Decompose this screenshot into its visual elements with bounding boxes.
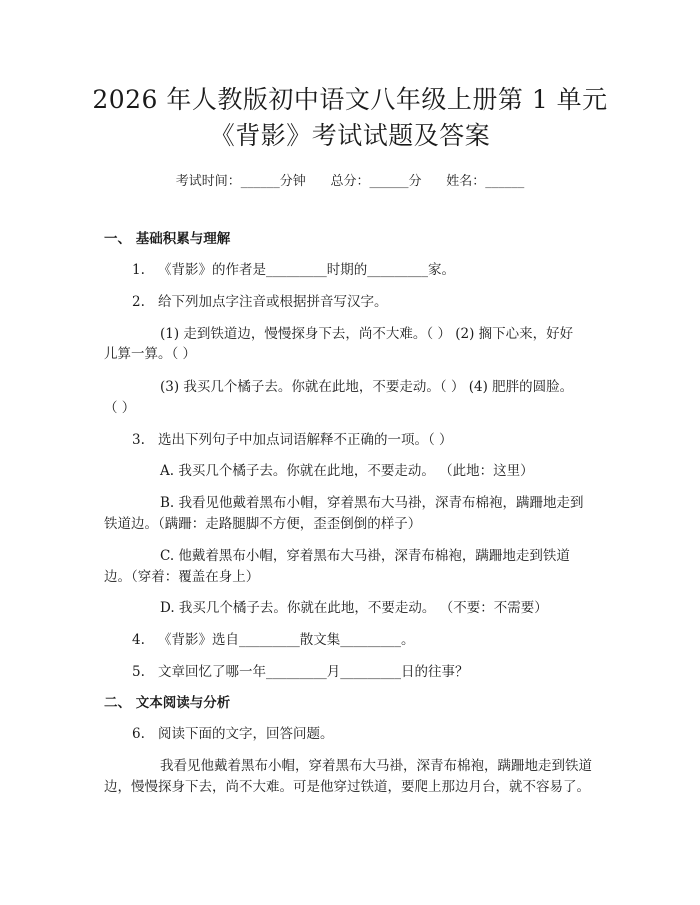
question-3 [132, 430, 453, 450]
question-2-items-1-2-cont: 儿算一算。（ ） [104, 346, 197, 362]
question-3-option-a: A. 我买几个橘子去。你就在此地，不要走动。 （此地：这里） [160, 463, 534, 479]
exam-title-line1: 2026 年人教版初中语文八年级上册第 1 单元 [92, 85, 608, 114]
question-3-option-d: D. 我买几个橘子去。你就在此地，不要走动。 （不要：不需要） [160, 600, 548, 616]
question-2-items-3-4: (3) 我买几个橘子去。你就在此地，不要走动。（ ） (4) 肥胖的圆脸。 [160, 379, 574, 395]
question-5 [132, 662, 469, 682]
question-6-passage-cont: 边，慢慢探身下去，尚不大难。可是他穿过铁道，要爬上那边月台，就不容易了。 [104, 779, 590, 795]
exam-title-line2: 《背影》考试试题及答案 [209, 121, 491, 150]
question-2-items-1-2: (1) 走到铁道边，慢慢探身下去，尚不大难。（ ） (2) 搁下心来，好好 [160, 326, 574, 342]
question-text: 文章回忆了哪一年_________月_________日的往事？ [158, 664, 469, 680]
question-3-option-b: B. 我看见他戴着黑布小帽，穿着黑布大马褂，深青布棉袍，蹒跚地走到 [160, 495, 584, 511]
exam-meta-info: 考试时间：______分钟 总分：______分 姓名：______ [175, 174, 525, 189]
question-text: 《背影》选自_________散文集_________。 [158, 632, 415, 648]
question-number: 5. [132, 664, 145, 680]
question-number: 2. [132, 294, 145, 310]
question-6-passage: 我看见他戴着黑布小帽，穿着黑布大马褂，深青布棉袍，蹒跚地走到铁道 [160, 758, 592, 774]
question-1 [132, 260, 455, 280]
question-text: 阅读下面的文字，回答问题。 [158, 726, 334, 742]
question-number: 6. [132, 726, 145, 742]
question-4 [132, 630, 415, 650]
question-3-option-c: C. 他戴着黑布小帽，穿着黑布大马褂，深青布棉袍，蹒跚地走到铁道 [160, 548, 570, 564]
question-number: 4. [132, 632, 145, 648]
question-text: 《背影》的作者是_________时期的_________家。 [158, 262, 455, 278]
question-3-option-c-cont: 边。（穿着：覆盖在身上） [104, 569, 260, 585]
question-number: 3. [132, 432, 145, 448]
question-text: 给下列加点字注音或根据拼音写汉字。 [158, 294, 388, 310]
question-text: 选出下列句子中加点词语解释不正确的一项。（ ） [158, 432, 453, 448]
question-2 [132, 292, 388, 312]
section-2-heading: 二、 文本阅读与分析 [104, 695, 231, 711]
section-1-heading: 一、 基础积累与理解 [104, 231, 231, 247]
question-number: 1. [132, 262, 145, 278]
question-3-option-b-cont: 铁道边。（蹒跚：走路腿脚不方便，歪歪倒倒的样子） [104, 516, 422, 532]
question-2-items-3-4-cont: （ ） [104, 400, 136, 416]
question-6 [132, 724, 334, 744]
